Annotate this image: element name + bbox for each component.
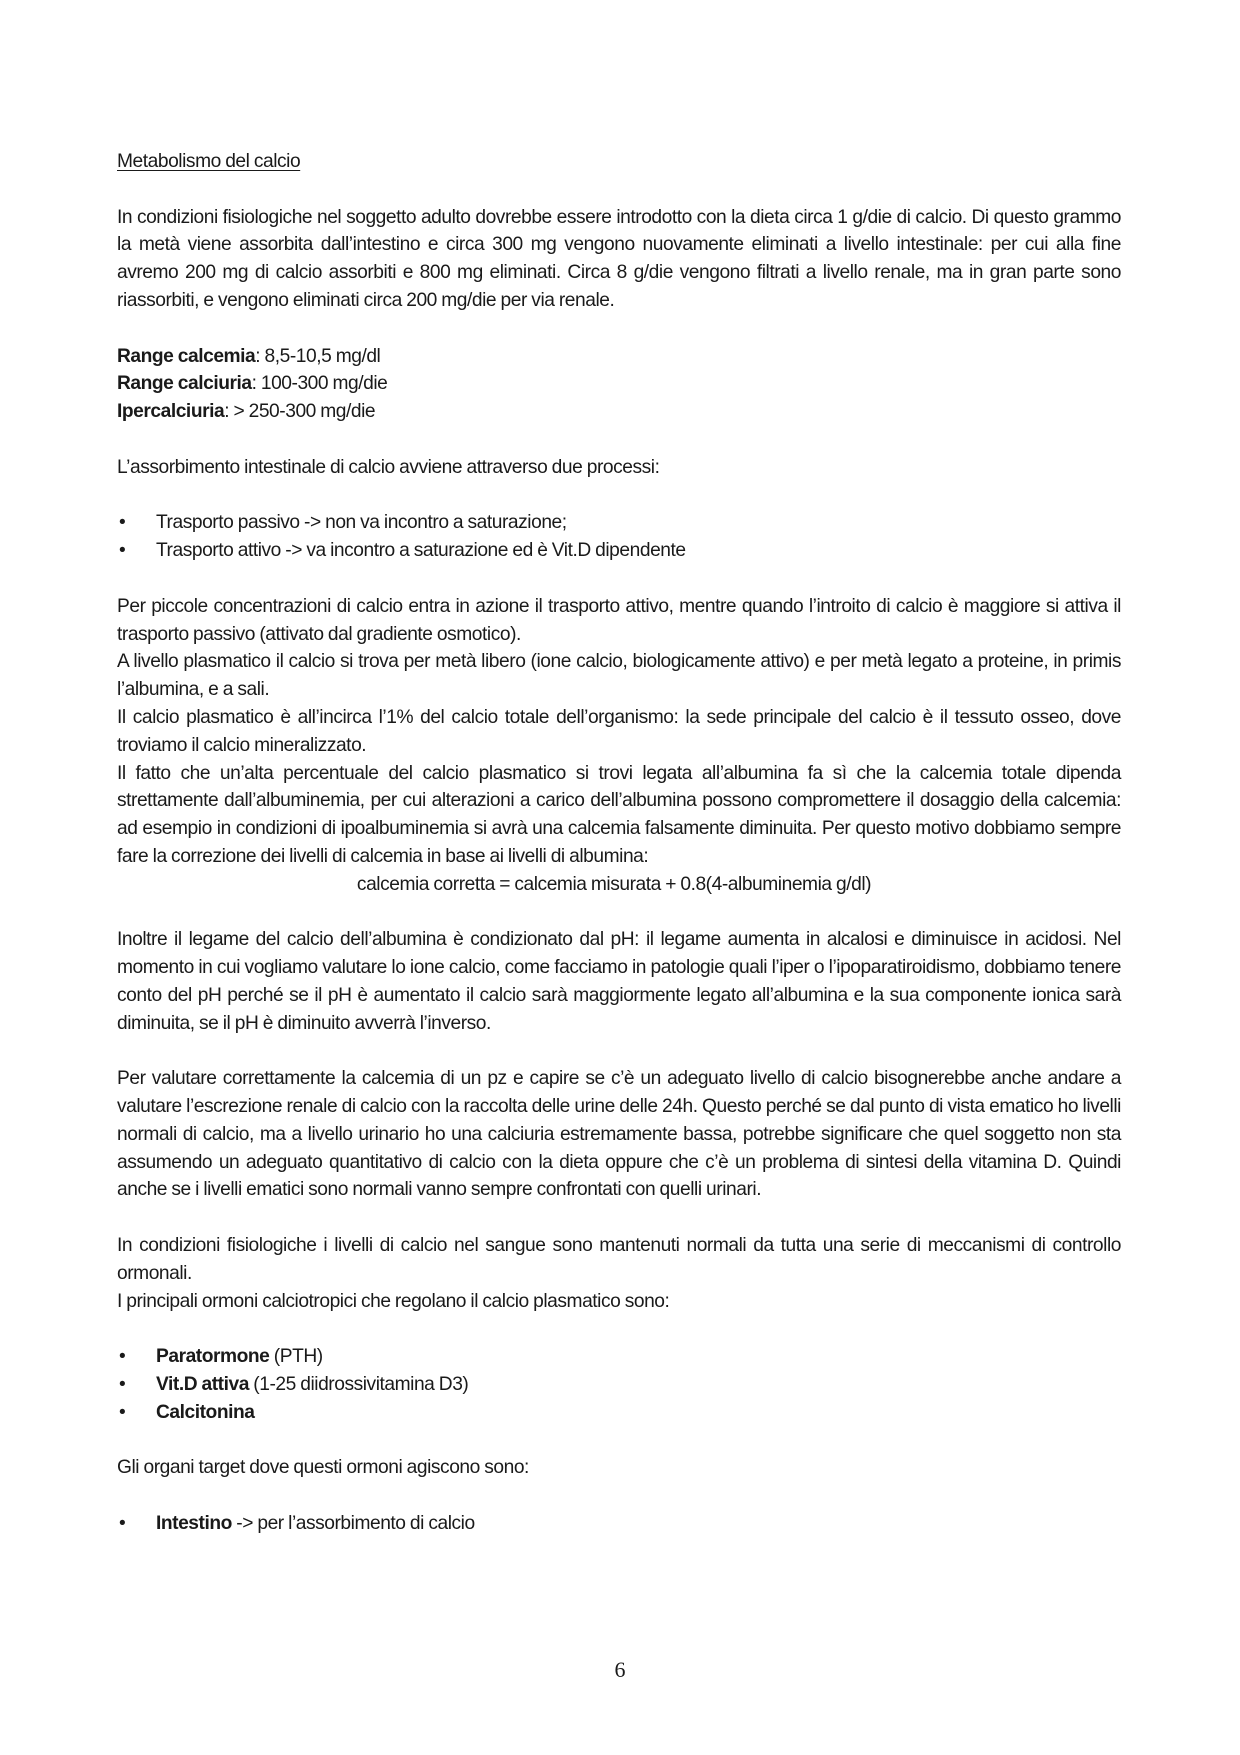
document-page [117, 148, 1121, 1538]
bullet-icon: • [119, 1401, 126, 1423]
correction-formula: calcemia corretta = calcemia misurata + 0.8(4-albuminemia g/dl) [356, 873, 872, 895]
list-item: • Trasporto attivo -> va incontro a saturazione ed è Vit.D dipendente [117, 537, 1121, 565]
range-calciuria [117, 370, 1121, 398]
range-ipercalciuria [117, 398, 1121, 426]
plasma-paragraph-4: Il fatto che un’alta percentuale del calcio plasmatico si trovi legata all’albumina fa sì che la calcemia totale dipenda strettamente dall’albuminemia, per cui alterazioni a carico dell’albumina possono compromettere il dosaggio della calcemia: ad esempio in condizioni di ipoalbuminemia si avrà una calcemia falsamente diminuita. Per questo motivo dobbiamo sempre fare la correzione dei livelli di calcemia in base ai livelli di albumina: [117, 762, 1121, 867]
hormonal-paragraph: In condizioni fisiologiche i livelli di calcio nel sangue sono mantenuti normali da tutta una serie di meccanismi di controllo ormonali. [117, 1235, 1121, 1284]
bullet-icon: • [119, 540, 126, 562]
ph-paragraph: Inoltre il legame del calcio dell’albumina è condizionato dal pH: il legame aumenta in alcalosi e diminuisce in acidosi. Nel momento in cui vogliamo valutare lo ione calcio, come facciamo in patologie quali l’iper o l’ipoparatiroidismo, dobbiamo tenere conto del pH perché se il pH è aumentato il calcio sarà maggiormente legato all’albumina e la sua componente ionica sarà diminuita, se il pH è diminuito avverrà l’inverso. [117, 929, 1121, 1034]
plasma-paragraph-2: A livello plasmatico il calcio si trova per metà libero (ione calcio, biologicamente attivo) e per metà legato a proteine, in primis l’albumina, e a sali. [117, 651, 1121, 701]
range-value: : 8,5-10,5 mg/dl [255, 345, 381, 367]
hormones-intro: I principali ormoni calciotropici che regolano il calcio plasmatico sono: [117, 1290, 670, 1312]
range-calcemia [117, 343, 1121, 371]
targets-intro: Gli organi target dove questi ormoni agiscono sono: [117, 1457, 529, 1479]
page-number: 6 [614, 1657, 626, 1682]
bullet-icon: • [119, 1513, 126, 1535]
targets-list [117, 1510, 1121, 1538]
absorption-processes-list [117, 509, 1121, 565]
bullet-icon: • [119, 1374, 126, 1396]
range-label: Range calcemia [117, 345, 256, 367]
intro-paragraph: In condizioni fisiologiche nel soggetto adulto dovrebbe essere introdotto con la dieta circa 1 g/die di calcio. Di questo grammo la metà viene assorbita dall’intestino e circa 300 mg vengono nuovamente eliminati a livello intestinale: per cui alla fine avremo 200 mg di calcio assorbiti e 800 mg eliminati. Circa 8 g/die vengono filtrati a livello renale, ma in gran parte sono riassorbiti, e vengono eliminati circa 200 mg/die per via renale. [117, 206, 1121, 311]
list-item: • Calcitonina [117, 1399, 1121, 1427]
hormones-list [117, 1343, 1121, 1426]
urine-paragraph: Per valutare correttamente la calcemia di un pz e capire se c’è un adeguato livello di calcio bisognerebbe anche andare a valutare l’escrezione renale di calcio con la raccolta delle urine delle 24h. Questo perché se dal punto di vista ematico ho livelli normali di calcio, ma a livello urinario ho una calciuria estremamente bassa, potrebbe significare che quel soggetto non sta assumendo un adeguato quantitativo di calcio con la dieta oppure che c’è un problema di sintesi della vitamina D. Quindi anche se i livelli ematici sono normali vanno sempre confrontati con quelli urinari. [117, 1068, 1121, 1201]
list-item: • Vit.D attiva (1-25 diidrossivitamina D3) [117, 1371, 1121, 1399]
range-value: : > 250-300 mg/die [224, 401, 376, 423]
plasma-paragraph-3: Il calcio plasmatico è all’incirca l’1% del calcio totale dell’organismo: la sede principale del calcio è il tessuto osseo, dove troviamo il calcio mineralizzato. [117, 706, 1121, 756]
bullet-icon: • [119, 512, 126, 534]
list-item: • Trasporto passivo -> non va incontro a saturazione; [117, 509, 1121, 537]
absorption-intro: L’assorbimento intestinale di calcio avviene attraverso due processi: [117, 456, 660, 478]
list-item: • Paratormone (PTH) [117, 1343, 1121, 1371]
ranges-list [117, 343, 1121, 426]
list-item: • Intestino -> per l’assorbimento di calcio [117, 1510, 1121, 1538]
bullet-icon: • [119, 1346, 126, 1368]
range-label: Range calciuria [117, 373, 252, 395]
section-title: Metabolismo del calcio [117, 151, 301, 172]
range-value: : 100-300 mg/die [251, 373, 388, 395]
plasma-paragraph-1: Per piccole concentrazioni di calcio entra in azione il trasporto attivo, mentre quando l’introito di calcio è maggiore si attiva il trasporto passivo (attivato dal gradiente osmotico). [117, 595, 1121, 645]
range-label: Ipercalciuria [117, 401, 225, 423]
